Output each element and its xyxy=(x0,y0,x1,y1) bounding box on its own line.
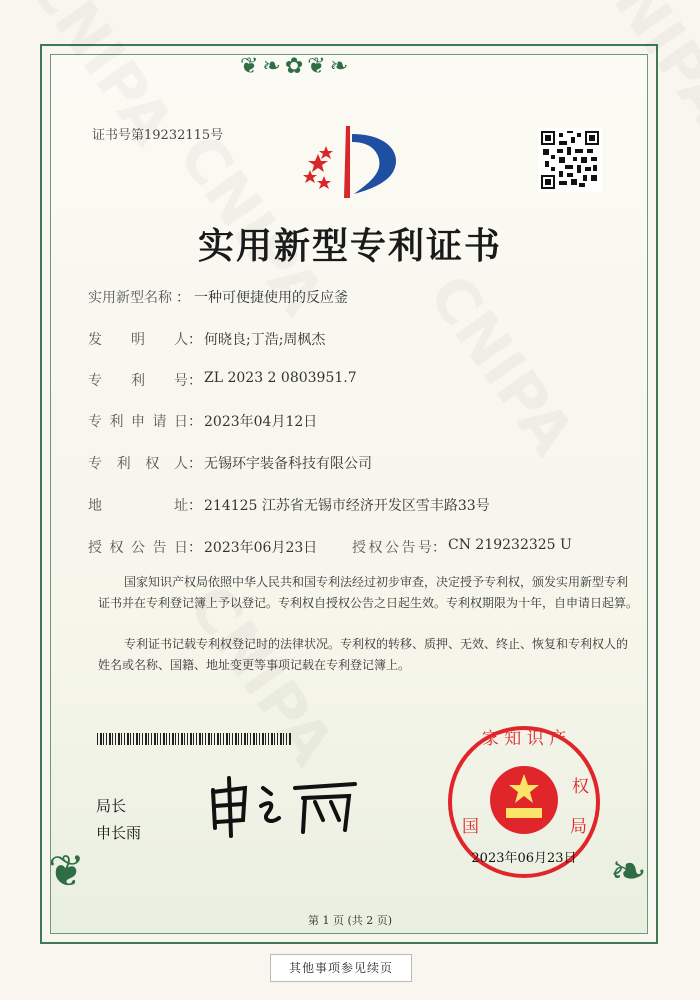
field-value: 一种可便捷使用的反应釜 xyxy=(194,290,348,306)
field-grant-date xyxy=(88,537,317,557)
official-seal xyxy=(444,722,604,882)
field-inventors xyxy=(88,329,325,349)
field-label: 授权公告号 xyxy=(352,540,432,556)
field-separator: ： xyxy=(188,456,202,472)
director-name: 申长雨 xyxy=(96,824,142,842)
cnipa-logo-icon xyxy=(298,124,408,200)
director-signature xyxy=(205,770,365,840)
field-separator: ： xyxy=(188,373,202,389)
qr-code xyxy=(538,128,602,192)
field-label: 实用新型名称 xyxy=(88,290,172,306)
field-separator: ： xyxy=(188,414,202,430)
field-separator: ： xyxy=(432,540,446,556)
field-separator: ： xyxy=(188,332,202,348)
field-patentee xyxy=(88,453,372,473)
svg-text:国: 国 xyxy=(462,817,479,837)
field-label: 地址 xyxy=(88,498,188,514)
field-value: ZL 2023 2 0803951.7 xyxy=(204,370,357,386)
svg-text:权: 权 xyxy=(572,777,589,797)
field-utility-model-name xyxy=(88,287,348,307)
top-ornament-icon: ❦❧✿❦❧ xyxy=(240,54,353,79)
barcode xyxy=(97,733,292,745)
director-title: 局长 xyxy=(96,797,127,815)
certificate-title: 实用新型专利证书 xyxy=(197,226,502,267)
field-value: CN 219232325 U xyxy=(448,537,572,553)
field-label: 专利号 xyxy=(88,373,188,389)
field-label: 专利权人 xyxy=(88,456,188,472)
field-address xyxy=(88,495,490,515)
seal-date: 2023年06月23日 xyxy=(471,851,577,866)
svg-text:局: 局 xyxy=(570,817,587,837)
field-value: 2023年06月23日 xyxy=(204,540,318,556)
page-indicator: 第 1 页 (共 2 页) xyxy=(307,914,393,927)
corner-ornament-icon: ❦ xyxy=(48,846,85,897)
field-value: 214125 江苏省无锡市经济开发区雪丰路33号 xyxy=(204,498,490,514)
certificate-number: 证书号第19232115号 xyxy=(92,128,224,143)
field-value: 2023年04月12日 xyxy=(204,414,318,430)
field-separator: ： xyxy=(188,498,202,514)
field-application-date xyxy=(88,411,317,431)
field-value: 何晓良;丁浩;周枫杰 xyxy=(204,332,326,348)
field-separator: ： xyxy=(188,540,202,556)
field-separator: ： xyxy=(176,290,190,306)
field-label: 授权公告日 xyxy=(88,540,188,556)
field-patent-number xyxy=(88,370,357,390)
statement-paragraph: 国家知识产权局依照中华人民共和国专利法经过初步审查，决定授予专利权，颁发实用新型专利证书并在专利登记簿上予以登记。专利权自授权公告之日起生效。专利权期限为十年，自申请日起算。 xyxy=(98,575,639,610)
seal-text: 家 知 识 产 xyxy=(481,729,567,749)
corner-ornament-icon: ❧ xyxy=(610,846,647,897)
field-label: 专利申请日 xyxy=(88,414,188,430)
field-publication-number xyxy=(352,537,572,557)
field-value: 无锡环宇装备科技有限公司 xyxy=(204,456,372,472)
see-continuation-note: 其他事项参见续页 xyxy=(270,954,412,982)
statement-paragraph: 专利证书记载专利权登记时的法律状况。专利权的转移、质押、无效、终止、恢复和专利权人的姓名或名称、国籍、地址变更等事项记载在专利登记簿上。 xyxy=(98,637,629,672)
field-label: 发明人 xyxy=(88,332,188,348)
